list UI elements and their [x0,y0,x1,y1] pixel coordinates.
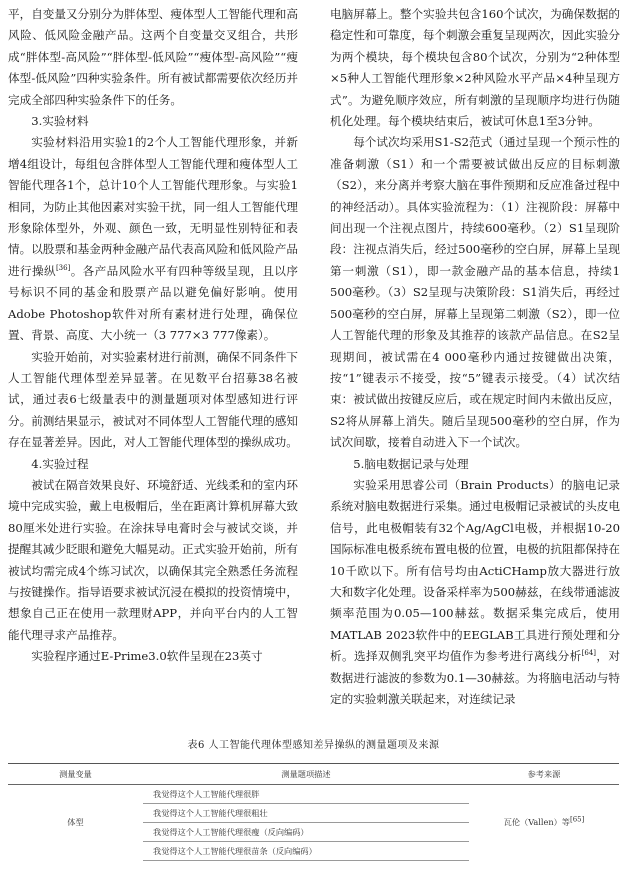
right-column [330,4,620,710]
paragraph-procedure: 被试在隔音效果良好、环境舒适、光线柔和的室内环境中完成实验，戴上电极帽后，坐在距离计算机屏幕大致80厘米处进行实验。在涂抹导电膏时会与被试交谈，并提醒其减少眨眼和避免大幅晃动。正式实验开始前，所有被试均需完成4个练习试次，以确保其完全熟悉任务流程与按键操作。指导语要求被试沉浸在模拟的投资情境中，想象自己正在使用一款理财APP，并向平台内的人工智能代理寻求产品推荐。 [8,477,298,642]
paragraph-materials [8,132,298,346]
cell-variable: 体型 [67,817,84,828]
table-header-row [8,764,619,785]
table-caption: 表6 人工智能代理体型感知差异操纵的测量题项及来源 [187,740,440,751]
cell-item: 我觉得这个人工智能代理很瘦（反向编码） [143,823,469,842]
section-heading-materials: 3.实验材料 [31,114,89,129]
paragraph-eeg [330,475,620,710]
header-source: 参考来源 [469,764,619,785]
header-variable: 测量变量 [8,764,143,785]
citation-65: [65] [569,815,585,824]
cell-source [469,785,619,861]
left-paragraph-continued: 平，自变量又分别分为胖体型、瘦体型人工智能代理和高风险、低风险金融产品。这两个自变量交叉组合，共形成“胖体型-高风险”“胖体型-低风险”“瘦体型-高风险”“瘦体型-低风险”四种实验条件。所有被试都需要依次经历并完成全部四种实验条件下的任务。 [8,7,298,107]
left-column [8,4,298,668]
cell-item: 我觉得这个人工智能代理很苗条（反向编码） [143,842,469,861]
source-text: 瓦伦（Vallen）等 [503,817,570,828]
section-heading-eeg: 5.脑电数据记录与处理 [353,456,469,471]
paragraph-materials-text-b: 。各产品风险水平有四种等级呈现，且以序号标识不同的基金和股票产品以避免偏好影响。使用Adobe Photoshop软件对所有素材进行处理，确保位置、背景、高度、大小统一（3 777×3 777像素）。 [8,263,298,343]
right-paragraph-continued: 电脑屏幕上。整个实验共包含160个试次，为确保数据的稳定性和可靠度，每个刺激会重复呈现两次，因此实验分为两个模块，每个模块包含80个试次，分别为“2种体型×5种人工智能代理形象×2种风险水平产品×4种呈现方式”。为避免顺序效应，所有刺激的呈现顺序均进行伪随机化处理。每个模块结束后，被试可休息1至3分钟。 [330,7,620,129]
cell-item: 我觉得这个人工智能代理很胖 [143,785,469,804]
measurement-table [8,763,619,861]
citation-64: [64] [581,649,597,658]
paragraph-materials-text-a: 实验材料沿用实验1的2个人工智能代理形象，并新增4组设计，每组包含胖体型人工智能代理和瘦体型人工智能代理各1个，总计10个人工智能代理形象。与实验1相同，为防止其他因素对实验干扰，同一组人工智能代理形象除体型外，外观、颜色一致，无明显性别特征和表情。以股票和基金两种金融产品代表高风险和低风险产品进行操纵 [8,135,298,278]
paragraph-eeg-text-b: ，对数据进行滤波的参数为0.1—30赫兹。为将脑电活动与特定的实验刺激关联起来，对连续记录 [330,649,620,706]
paragraph-pretest: 实验开始前，对实验素材进行前测，确保不同条件下人工智能代理体型差异显著。在见数平台招募38名被试，通过表6七级量表中的测量题项对体型感知进行评分。前测结果显示，被试对不同体型人工智能代理的感知存在显著差异。因此，对人工智能代理体型的操纵成功。 [8,349,298,450]
paragraph-s1s2-paradigm: 每个试次均采用S1-S2范式（通过呈现一个预示性的准备刺激（S1）和一个需要被试做出反应的目标刺激（S2），来分离并考察大脑在事件预期和反应准备过程中的神经活动）。具体实验流程为：（1）注视阶段：屏幕中间出现一个注视点图片，持续600毫秒。（2）S1呈现阶段：注视点消失后，经过500毫秒的空白屏，屏幕上呈现第一刺激（S1），即一款金融产品的基本信息，持续1 500毫秒。（3）S2呈现与决策阶段：S1消失后，再经过500毫秒的空白屏，屏幕上呈现第二刺激（S2），即一位人工智能代理的形象及其推荐的该款产品信息。在S2呈现期间，被试需在4 000毫秒内通过按键做出决策，按“1”键表示不接受，按“5”键表示接受。（4）试次结束：被试做出按键反应后，或在规定时间内未做出反应，S2将从屏幕上消失。随后呈现500毫秒的空白屏，作为试次间歇，接着自动进入下一个试次。 [330,135,620,450]
header-item-description: 测量题项描述 [143,764,469,785]
paragraph-program: 实验程序通过E-Prime3.0软件呈现在23英寸 [31,649,263,664]
citation-36: [36] [55,264,71,273]
table-row [8,785,619,804]
cell-item: 我觉得这个人工智能代理很粗壮 [143,804,469,823]
section-heading-procedure: 4.实验过程 [31,456,89,471]
paragraph-eeg-text-a: 实验采用思睿公司（Brain Products）的脑电记录系统对脑电数据进行采集。通过电极帽记录被试的头皮电信号，此电极帽装有32个Ag/AgCl电极，并根据10-20国际标准电极系统布置电极的位置，电极的抗阻都保持在10千欧以下。所有信号均由ActiCHamp放大器进行放大和数字化处理。设备采样率为500赫兹，在线带通滤波频率范围为0.05—100赫兹。数据采集完成后，使用MATLAB 2023软件中的EEGLAB工具进行预处理和分析。选择双侧乳突平均值作为参考进行离线分析 [330,477,620,664]
